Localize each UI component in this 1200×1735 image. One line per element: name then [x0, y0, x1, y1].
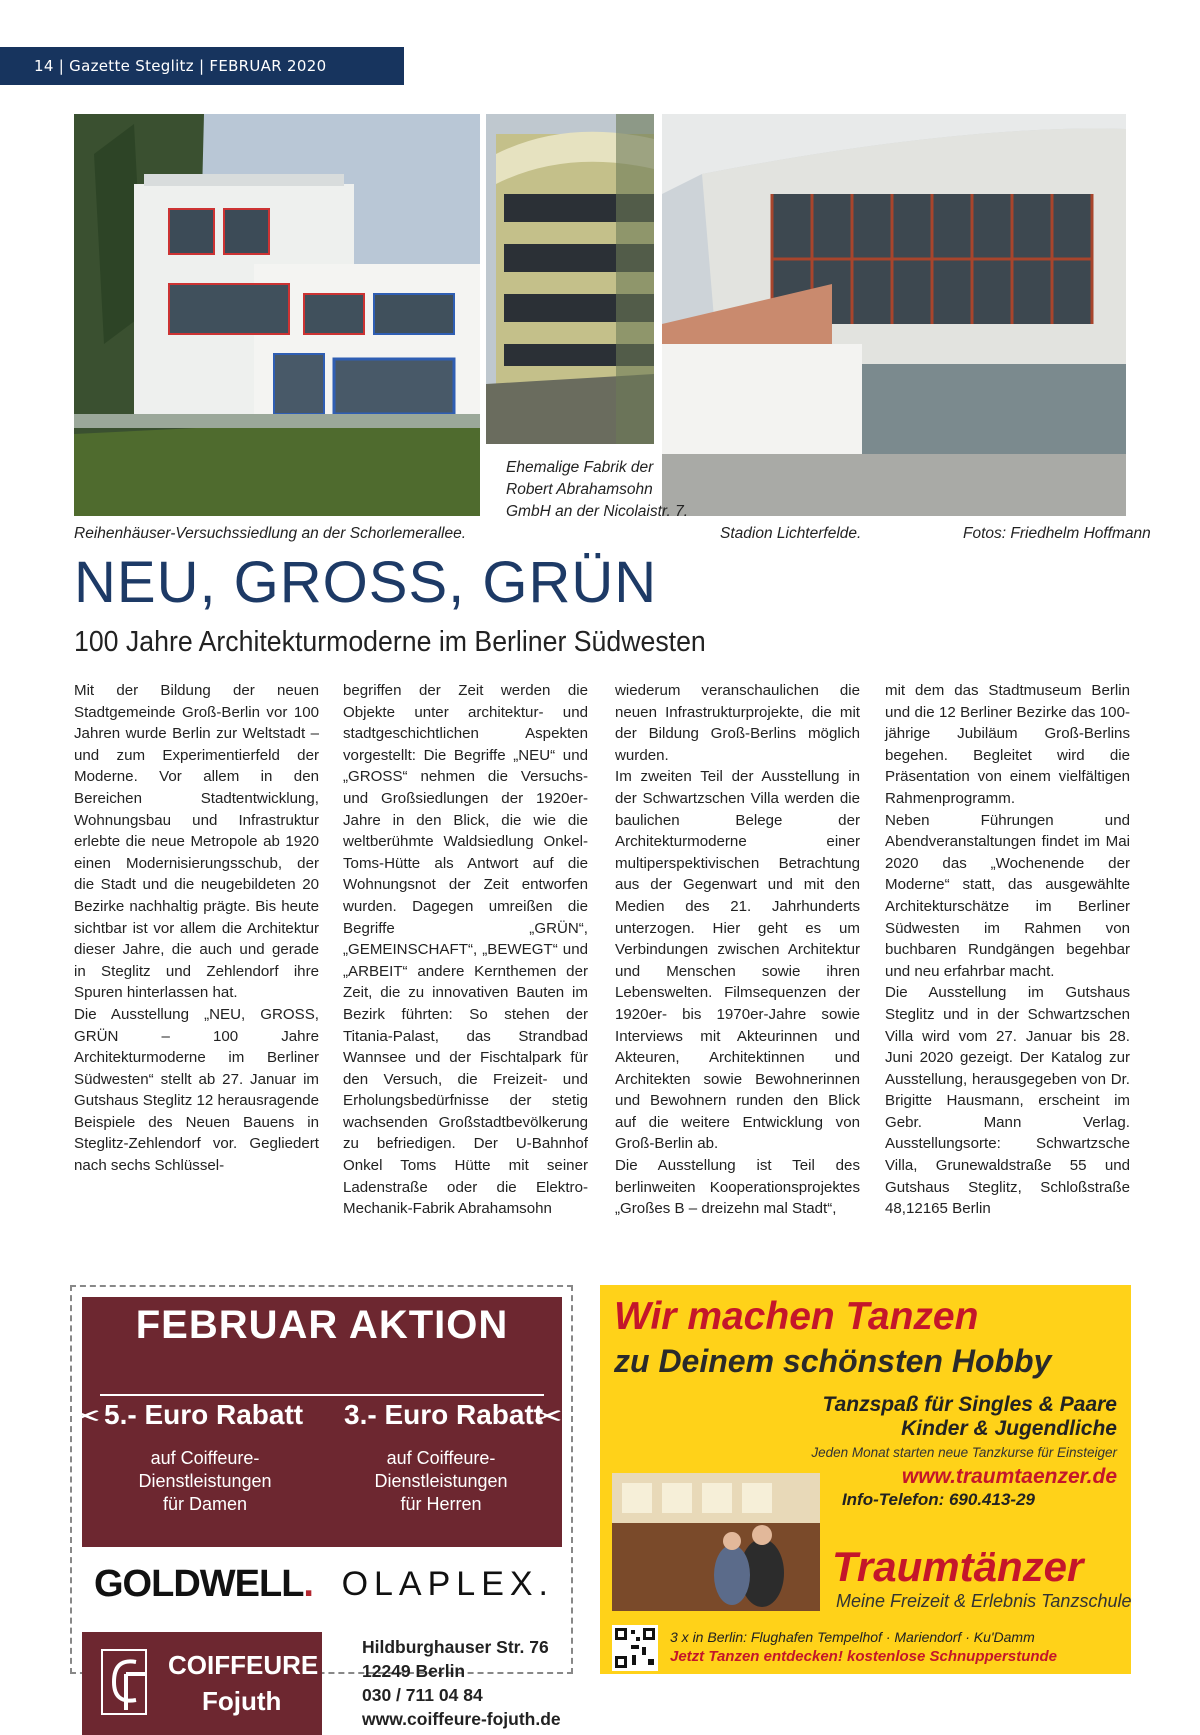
page-header	[0, 47, 404, 85]
address-web: www.coiffeure-fojuth.de	[362, 1709, 561, 1729]
page-header-label: 14 | Gazette Steglitz | FEBRUAR 2020	[34, 57, 327, 75]
paragraph: Im zweiten Teil der Ausstellung in der Schwartzschen Villa werden die baulichen Belege der Architekturmoderne einer multiperspektivischen Betrachtung aus der Gegenwart und mit den Medien des 21. Jahrhunderts unterzogen. Hier geht es um Verbindungen zwischen Architektur und Menschen sowie ihren Lebenswelten. Filmsequenzen der 1920er- bis 1970er-Jahre sowie Interviews mit Akteurinnen und Akteuren, Architektinnen und Architekten sowie Bewohnerinnen und Bewohnern runden den Blick auf die weitere Entwicklung von Groß-Berlin ab.	[615, 768, 860, 1153]
address-phone: 030 / 711 04 84	[362, 1685, 483, 1705]
desc-line: Dienstleistungen	[138, 1471, 272, 1491]
address-city: 12249 Berlin	[362, 1661, 466, 1681]
paragraph: Die Ausstellung im Gutshaus Steglitz und in der Schwartzschen Villa wird vom 27. Januar bis 28. Juni 2020 gezeigt. Der Katalog zur Ausstellung, herausgegeben von Dr. Brigitte Hausmann, erscheint im Gebr. Mann Verlag. Ausstellungsorte: Schwartzsche Villa, Grunewaldstraße 55 und Gutshaus Steglitz, Schloßstraße 48,12165 Berlin	[885, 984, 1130, 1218]
ad-coiffeure-headline: FEBRUAR AKTION	[135, 1303, 509, 1347]
ad-coiffeure-fojuth	[70, 1285, 573, 1729]
rabatt-herren: 3.- Euro Rabatt	[344, 1399, 544, 1430]
olaplex-logo: OLAPLEX.	[341, 1564, 554, 1603]
paragraph: wiederum veranschaulichen die neuen Infrastrukturprojekte, die mit der Bildung Groß-Berlins möglich wurden.	[615, 682, 860, 764]
ad-tanz-headline: Wir machen Tanzen	[614, 1295, 979, 1338]
photo-fabrik-abrahamsohn	[486, 114, 654, 444]
rabatt-herren-desc	[326, 1447, 556, 1516]
scissors-icon: ✂	[534, 1398, 563, 1436]
photo-credit: Fotos: Friedhelm Hoffmann	[963, 525, 1151, 542]
desc-line: auf Coiffeure-	[150, 1448, 260, 1468]
rabatt-damen: 5.- Euro Rabatt	[104, 1399, 304, 1430]
goldwell-logo	[94, 1563, 313, 1606]
desc-line: für Damen	[162, 1494, 248, 1514]
caption-photo3: Stadion Lichterfelde.	[720, 525, 862, 542]
article-column-2	[343, 680, 588, 1220]
desc-line: Dienstleistungen	[374, 1471, 508, 1491]
ad-tanz-line1: Tanzspaß für Singles & Paare	[822, 1393, 1117, 1416]
ad-coiffeure-offer-panel	[72, 1297, 563, 1547]
caption-photo2-line: Ehemalige Fabrik der	[506, 459, 654, 476]
photo-stadion-lichterfelde	[662, 114, 1126, 516]
coiffeure-fojuth-logo	[82, 1632, 322, 1735]
desc-line: auf Coiffeure-	[386, 1448, 496, 1468]
goldwell-dot: .	[303, 1562, 313, 1605]
desc-line: für Herren	[400, 1494, 482, 1514]
traumtaenzer-tagline: Meine Freizeit & Erlebnis Tanzschule	[836, 1591, 1132, 1611]
paragraph: mit dem das Stadtmuseum Berlin und die 12 Berliner Bezirke das 100-jährige Jubiläum Groß-Berlins begehen. Begleitet wird die Präsentation von einem vielfältigen Rahmenprogramm.	[885, 682, 1130, 807]
article-subtitle: 100 Jahre Architekturmoderne im Berliner Südwesten	[74, 626, 706, 658]
caption-photo2-line: Robert Abrahamsohn	[506, 481, 653, 498]
scissors-icon: ✂	[72, 1398, 101, 1436]
ad-tanz-line3: Jeden Monat starten neue Tanzkurse für Einsteiger	[811, 1445, 1117, 1460]
coiffeure-name-line2: Fojuth	[202, 1686, 282, 1716]
paragraph: Neben Führungen und Abendveranstaltungen findet im Mai 2020 das „Wochenende der Moderne“ statt, das ausgewählte Architekturschätze im Berliner Südwesten im Rahmen von buchbaren Rundgängen begehbar und neu erfahrbar macht.	[885, 811, 1130, 980]
article-title: NEU, GROSS, GRÜN	[74, 550, 658, 615]
traumtaenzer-logo: Traumtänzer	[832, 1543, 1084, 1590]
rabatt-damen-desc	[90, 1447, 320, 1516]
coiffeure-address	[362, 1635, 561, 1731]
ad-tanz-web: www.traumtaenzer.de	[901, 1465, 1117, 1488]
ad-tanz-phone: Info-Telefon: 690.413-29	[841, 1490, 1035, 1509]
qr-code-icon[interactable]	[612, 1625, 658, 1671]
ad-tanz-line2: Kinder & Jugendliche	[901, 1417, 1117, 1440]
ad-tanz-locations: 3 x in Berlin: Flughafen Tempelhof · Mariendorf · Ku'Damm	[670, 1629, 1035, 1645]
ad-traumtaenzer	[600, 1285, 1131, 1674]
paragraph: Die Ausstellung „NEU, GROSS, GRÜN – 100 Jahre Architekturmoderne im Berliner Südwesten“ stellt ab 27. Januar im Gutshaus Steglitz 12 herausragende Beispiele des Neuen Bauens in Steglitz-Zehlendorf vor. Gegliedert nach sechs Schlüssel-	[74, 1005, 320, 1175]
coiffeure-name-line1: COIFFEURE	[168, 1650, 319, 1680]
cf-monogram-icon	[96, 1644, 156, 1724]
paragraph: Die Ausstellung ist Teil des berlinweiten Kooperationsprojektes „Großes B – dreizehn mal Stadt“,	[615, 1157, 860, 1218]
caption-photo2-line: GmbH an der Nicolaistr. 7.	[506, 503, 689, 520]
paragraph: Mit der Bildung der neuen Stadtgemeinde Groß-Berlin vor 100 Jahren wurde Berlin zur Weltstadt – und zum Experimentierfeld der Moderne. Vor allem in den Bereichen Stadtentwicklung, Wohnungsbau und Infrastruktur erlebte die neue Metropole ab 1920 einen Modernisierungsschub, der die Stadt und die neugebildeten 20 Bezirke nachhaltig prägte. Bis heute sichtbar ist vor allem die Architektur dieser Jahre, die auch und gerade in Steglitz und Zehlendorf ihre Spuren hinterlassen hat.	[74, 682, 319, 1002]
dance-hall-photo	[612, 1473, 820, 1611]
ad-tanz-cta: Jetzt Tanzen entdecken! kostenlose Schnupperstunde	[670, 1648, 1058, 1665]
article-column-1	[74, 680, 319, 1177]
caption-photo2	[506, 457, 688, 523]
ad-tanz-subheadline: zu Deinem schönsten Hobby	[614, 1343, 1052, 1379]
divider	[100, 1394, 544, 1396]
goldwell-text: GOLDWELL	[94, 1562, 304, 1605]
photo-reihenhaeuser	[74, 114, 480, 516]
article-column-3	[615, 680, 860, 1220]
brand-logos	[94, 1559, 554, 1609]
address-street: Hildburghauser Str. 76	[362, 1637, 549, 1657]
caption-photo1: Reihenhäuser-Versuchssiedlung an der Schorlemerallee.	[74, 525, 467, 542]
paragraph: begriffen der Zeit werden die Objekte unter architektur- und stadtgeschichtlichen Aspekten vorgestellt: Die Begriffe „NEU“ und „GROSS“ nehmen die Versuchs- und Großsiedlungen der 1920er-Jahre in den Blick, die wie die weltberühmte Waldsiedlung Onkel-Toms-Hütte als Antwort auf die Wohnungsnot der Zeit entworfen wurden. Dagegen umreißen die Begriffe „GRÜN“, „GEMEINSCHAFT“, „BEWEGT“ und „ARBEIT“ andere Kernthemen der Zeit, die zu innovativen Bauten im Bezirk führten: So stehen der Titania-Palast, das Strandbad Wannsee und der Fischtalpark für den Versuch, die Freizeit- und Erholungsbedürfnisse der stetig wachsenden Großstadtbevölkerung zu befriedigen. Der U-Bahnhof Onkel Toms Hütte mit seiner Ladenstraße oder die Elektro-Mechanik-Fabrik Abrahamsohn	[343, 682, 588, 1218]
article-column-4	[885, 680, 1130, 1220]
